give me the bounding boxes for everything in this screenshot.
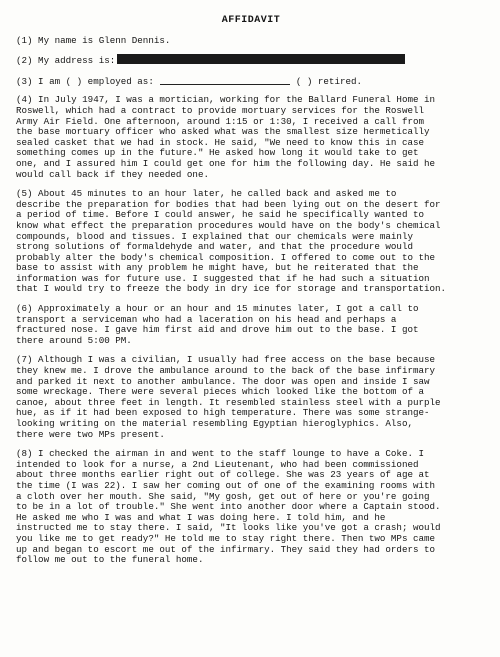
document-title: AFFIDAVIT: [221, 15, 281, 26]
paragraph-line: (8) I checked the airman in and went to the staff lounge to have a Coke. I: [16, 448, 424, 460]
paragraph-8: [16, 449, 486, 566]
paragraph-line: there around 5:00 PM.: [16, 334, 132, 346]
paragraph-line: the time (I was 22). I saw her coming out of one of the examining rooms with: [16, 479, 436, 491]
paragraph-line: instructed me to stay there. I said, "It looks like you've got a crash; would: [16, 522, 441, 534]
paragraph-line: sealed casket that we had in stock. He said, "We need to know this in case: [16, 136, 424, 148]
paragraph-line: something comes up in the future." He asked how long it would take to get: [16, 147, 419, 159]
paragraph-line: describe the preparation for bodies that had been lying out on the desert for: [16, 198, 441, 210]
paragraph-line: compounds, blood and tissues. I explained that our chemicals were mainly: [16, 230, 413, 242]
paragraph-line: know what effect the preparation procedures would have on the body's chemical: [16, 219, 441, 231]
paragraph-line: up and began to escort me out of the infirmary. They said they had orders to: [16, 543, 436, 555]
paragraph-line: a cloth over her mouth. She said, "My gosh, get out of here or you're going: [16, 490, 430, 502]
paragraph-line: (5) About 45 minutes to an hour later, he called back and asked me to: [16, 188, 397, 200]
paragraph-line: they knew me. I drove the ambulance around to the back of the base infirmary: [16, 365, 436, 377]
paragraph-line: looking writing on the material resembling Egyptian hieroglyphics. Also,: [16, 418, 413, 429]
paragraph-line: strong solutions of formaldehyde and water, and that the procedure would: [16, 241, 413, 253]
paragraph-line: follow me out to the funeral home.: [16, 554, 204, 566]
paragraph-line: (7) Although I was a civilian, I usually had free access on the base because: [16, 354, 436, 366]
paragraph-line: you like me to get ready?" He told me to stay right there. Then two MPs came: [16, 532, 436, 544]
paragraph-line: (4) In July 1947, I was a mortician, working for the Ballard Funeral Home in: [16, 94, 436, 106]
paragraph-line: Roswell, which had a contract to provide mortuary services for the Roswell: [16, 104, 424, 116]
address-field: [16, 54, 486, 67]
paragraph-line: Army Air Field. One afternoon, around 1:15 or 1:30, I received a call from: [16, 115, 424, 127]
paragraph-line: and parked it next to another ambulance. The door was open and inside I saw: [16, 375, 430, 387]
paragraph-line: some wreckage. There were several pieces which looked like the bottom of a: [16, 386, 424, 398]
name-field: (1) My name is Glenn Dennis.: [16, 34, 171, 46]
paragraph-line: He asked me who I was and what I was doing here. I told him, and he: [16, 511, 386, 523]
paragraph-4: [16, 95, 486, 180]
address-label: (2) My address is:: [16, 55, 116, 67]
affidavit-body: [16, 95, 486, 565]
paragraph-line: that I would try to freeze the body in dry ice for storage and transportation.: [16, 283, 447, 295]
paragraph-line: fractured nose. I gave him first aid and drove him out to the base. I got: [16, 324, 419, 336]
paragraph-line: information was for future use. I suggested that if he had such a situation: [16, 272, 430, 284]
paragraph-line: canoe, about three feet in length. It resembled stainless steel with a purple: [16, 396, 441, 408]
employment-field: [16, 75, 486, 88]
paragraph-line: probably alter the body's chemical composition. I offered to come out to the: [16, 251, 436, 263]
paragraph-line: hue, as if it had been exposed to high temperature. There was some strange-: [16, 407, 430, 419]
paragraph-line: about three months earlier right out of college. She was 23 years of age at: [16, 469, 430, 481]
paragraph-line: there were two MPs present.: [16, 428, 165, 440]
paragraph-line: would call back if they needed one.: [16, 168, 209, 180]
paragraph-line: a period of time. Before I could answer, he said he specifically wanted to: [16, 209, 424, 221]
paragraph-line: base to assist with any problem he might have, but he reiterated that the: [16, 262, 419, 274]
paragraph-line: transport a serviceman who had a laceration on his head and perhaps a: [16, 313, 397, 325]
paragraph-line: (6) Approximately a hour or an hour and 15 minutes later, I got a call to: [16, 303, 419, 315]
employment-prefix: (3) I am ( ) employed as:: [16, 75, 154, 87]
address-redaction: [117, 54, 405, 64]
paragraph-line: the base mortuary officer who asked what was the smallest size hermetically: [16, 126, 430, 138]
paragraph-line: one, and I assured him I could get one for him the following day. He said he: [16, 157, 436, 169]
paragraph-line: to be in a lot of trouble." She went into another door where a Captain stood.: [16, 501, 441, 513]
paragraph-5: [16, 189, 486, 295]
employment-blank-line: [160, 75, 290, 85]
paragraph-7: [16, 355, 486, 440]
employment-suffix: ( ) retired.: [295, 75, 363, 87]
paragraph-line: intended to look for a nurse, a 2nd Lieutenant, who had been commissioned: [16, 458, 419, 470]
paragraph-6: [16, 304, 486, 346]
